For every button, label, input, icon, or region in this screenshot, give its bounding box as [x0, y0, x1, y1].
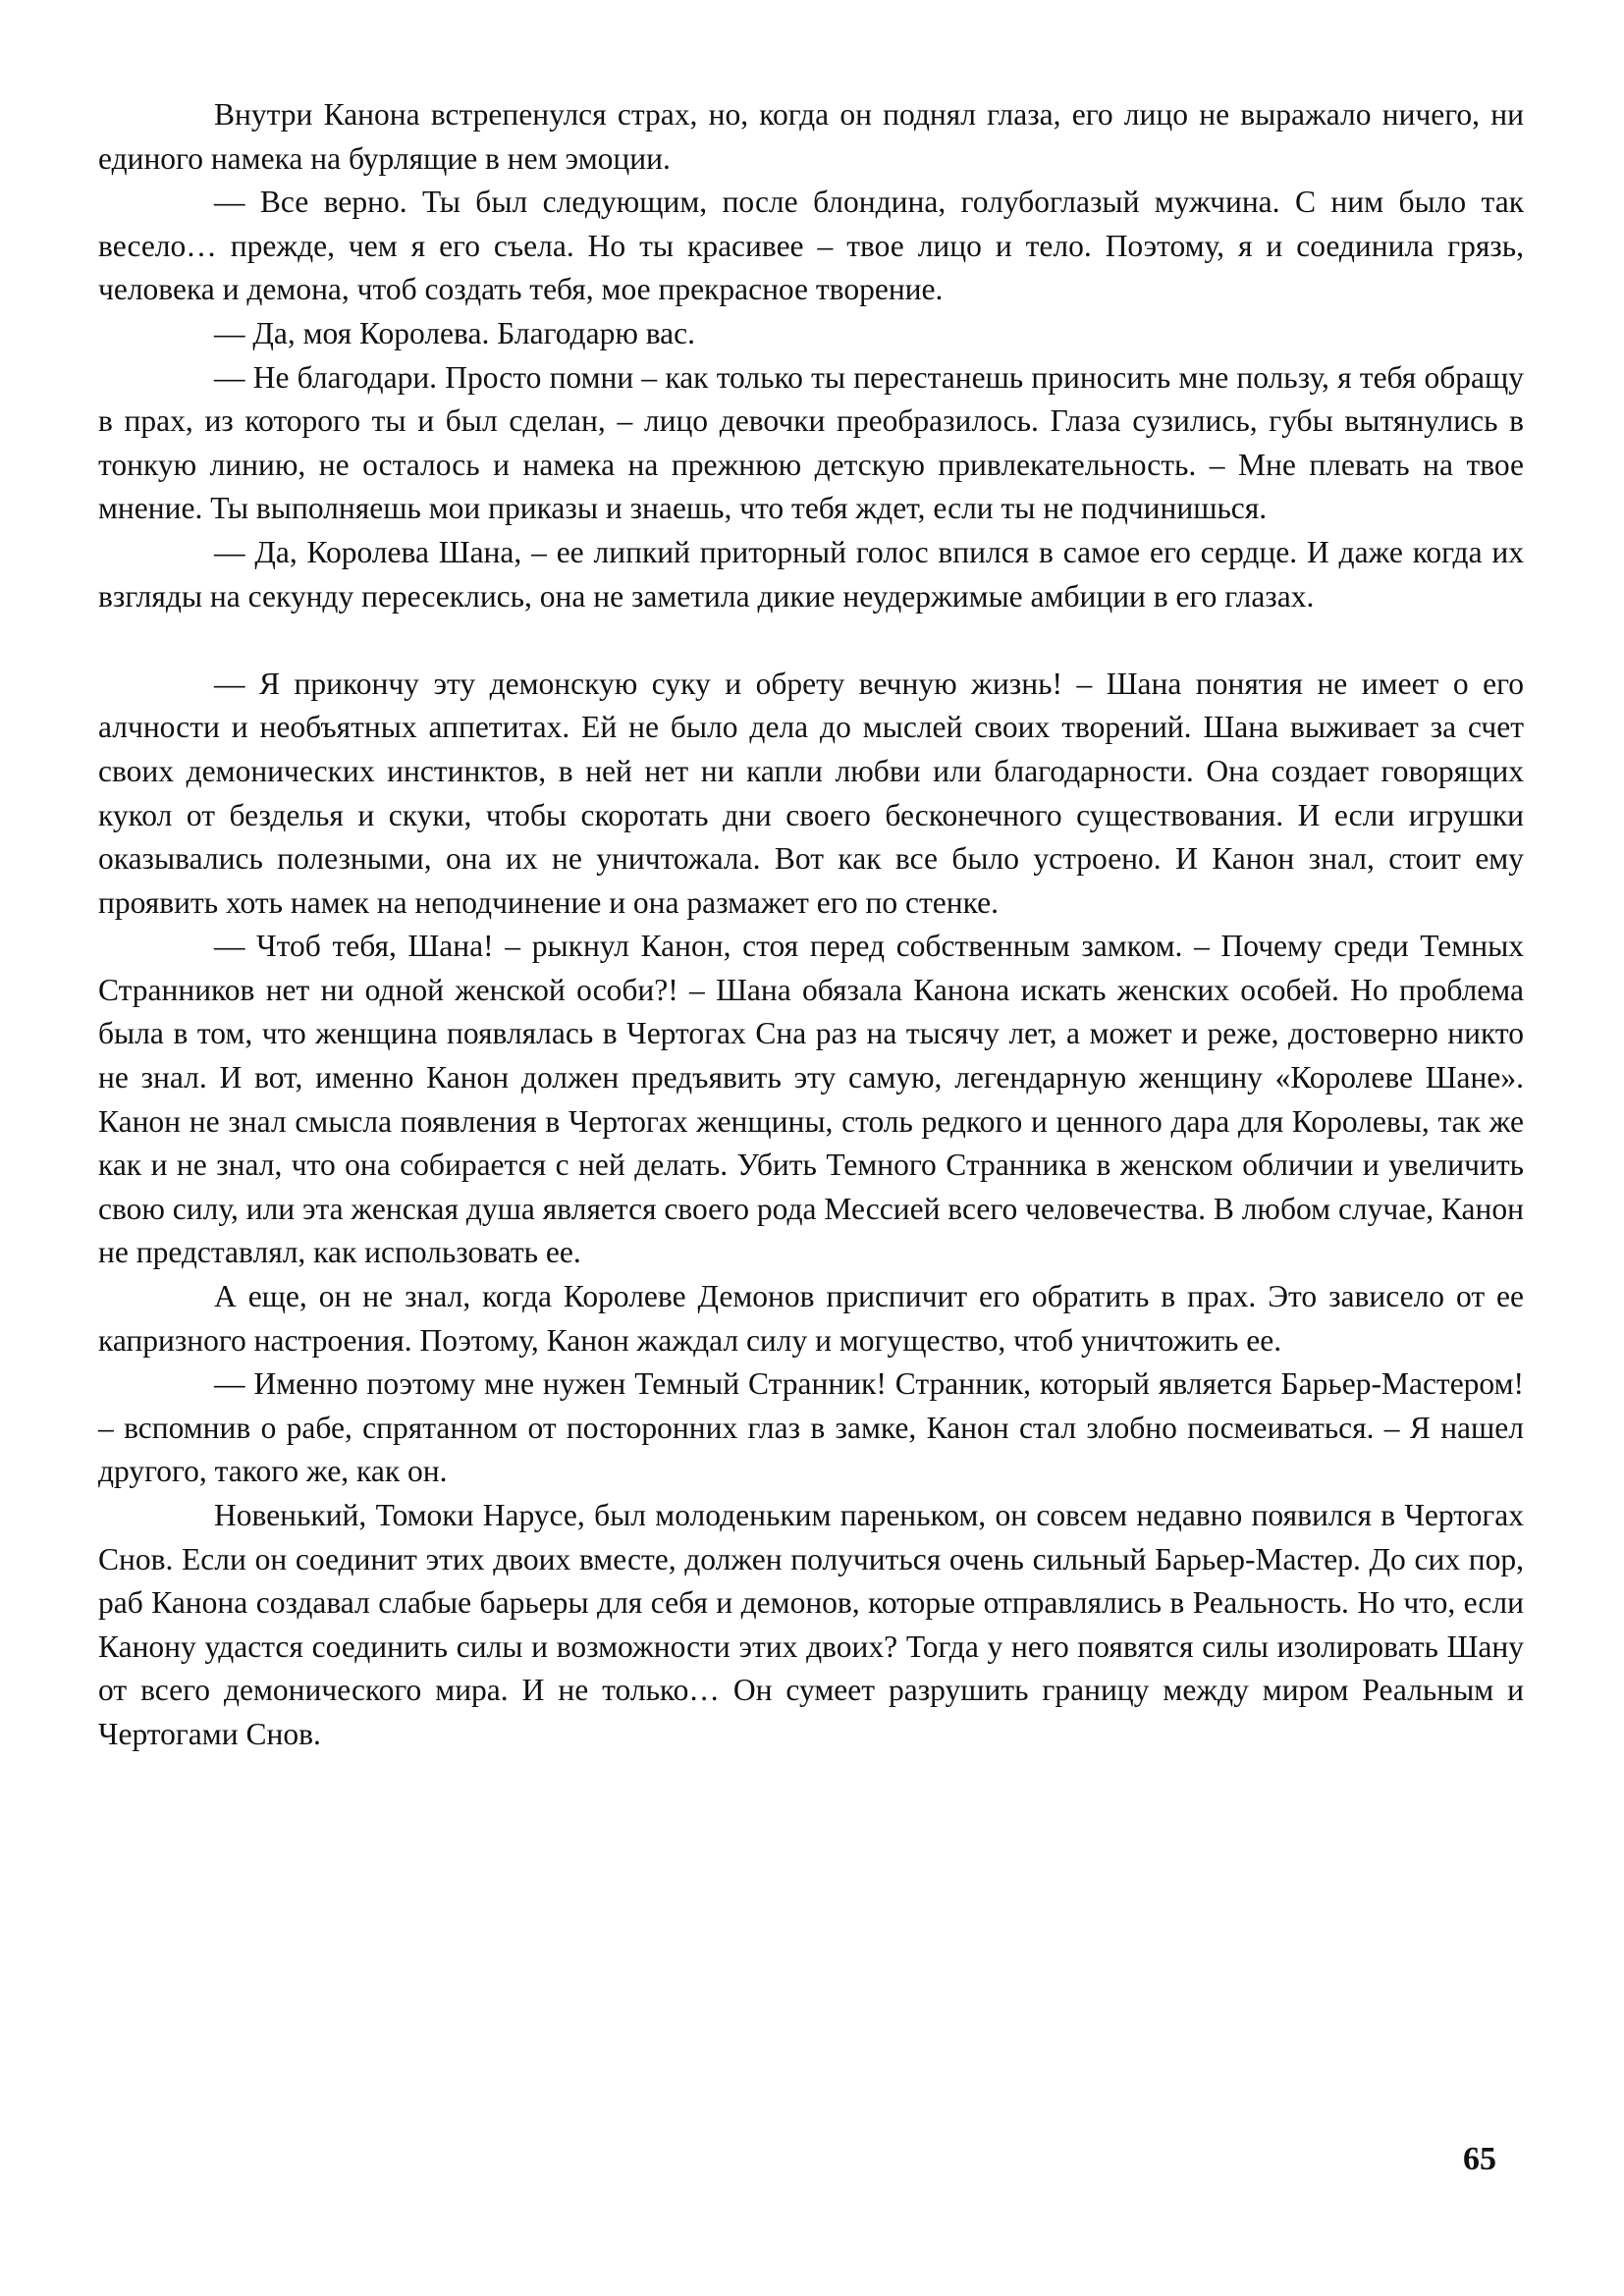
section-break [98, 618, 1524, 663]
paragraph: — Все верно. Ты был следующим, после блондина, голубоглазый мужчина. С ним было так весело… прежде, чем я его съела. Но ты красивее – твое лицо и тело. Поэтому, я и соединила грязь, человека и демона, чтоб создать тебя, мое прекрасное творение. [98, 185, 1524, 307]
page-number: 65 [1463, 2141, 1496, 2177]
paragraph: Новенький, Томоки Нарусе, был молоденьким пареньком, он совсем недавно появился в Чертогах Снов. Если он соединит этих двоих вместе, должен получиться очень сильный Барьер-Мастер. До сих пор, раб Канона создавал слабые барьеры для себя и демонов, которые отправлялись в Реальность. Но что, если Канону удастся соединить силы и возможности этих двоих? Тогда у него появятся силы изолировать Шану от всего демонического мира. И не только… Он сумеет разрушить границу между миром Реальным и Чертогами Снов. [98, 1498, 1524, 1751]
paragraph: — Да, моя Королева. Благодарю вас. [214, 315, 696, 350]
paragraph: — Не благодари. Просто помни – как только ты перестанешь приносить мне пользу, я тебя обращу в прах, из которого ты и был сделан, – лицо девочки преобразилось. Глаза сузились, губы вытянулись в тонкую линию, не осталось и намека на прежнюю детскую привлекательность. – Мне плевать на твое мнение. Ты выполняешь мои приказы и знаешь, что тебя ждет, если ты не подчинишься. [98, 359, 1524, 526]
paragraph: — Да, Королева Шана, – ее липкий приторный голос впился в самое его сердце. И даже когда их взгляды на секунду пересеклись, она не заметила дикие неудержимые амбиции в его глазах. [98, 534, 1524, 614]
page-body [98, 93, 1524, 1757]
paragraph: А еще, он не знал, когда Королеве Демонов приспичит его обратить в прах. Это зависело от ее капризного настроения. Поэтому, Канон жаждал силу и могущество, чтоб уничтожить ее. [98, 1279, 1524, 1358]
paragraph: — Я прикончу эту демонскую суку и обрету вечную жизнь! – Шана понятия не имеет о его алчности и необъятных аппетитах. Ей не было дела до мыслей своих творений. Шана выживает за счет своих демонических инстинктов, в ней нет ни капли любви или благодарности. Она создает говорящих кукол от безделья и скуки, чтобы скоротать дни своего бесконечного существования. И если игрушки оказывались полезными, она их не уничтожала. Вот как все было устроено. И Канон знал, стоит ему проявить хоть намек на неподчинение и она размажет его по стенке. [98, 666, 1524, 920]
paragraph: — Именно поэтому мне нужен Темный Странник! Странник, который является Барьер-Мастером! – вспомнив о рабе, спрятанном от посторонних глаз в замке, Канон стал злобно посмеиваться. – Я нашел другого, такого же, как он. [98, 1366, 1524, 1489]
paragraph: Внутри Канона встрепенулся страх, но, когда он поднял глаза, его лицо не выражало ничего, ни единого намека на бурлящие в нем эмоции. [98, 97, 1524, 176]
paragraph: — Чтоб тебя, Шана! – рыкнул Канон, стоя перед собственным замком. – Почему среди Темных Странников нет ни одной женской особи?! – Шана обязала Канона искать женских особей. Но проблема была в том, что женщина появлялась в Чертогах Сна раз на тысячу лет, а может и реже, достоверно никто не знал. И вот, именно Канон должен предъявить эту самую, легендарную женщину «Королеве Шане». Канон не знал смысла появления в Чертогах женщины, столь редкого и ценного дара для Королевы, так же как и не знал, что она собирается с ней делать. Убить Темного Странника в женском обличии и увеличить свою силу, или эта женская душа является своего рода Мессией всего человечества. В любом случае, Канон не представлял, как использовать ее. [98, 929, 1524, 1270]
